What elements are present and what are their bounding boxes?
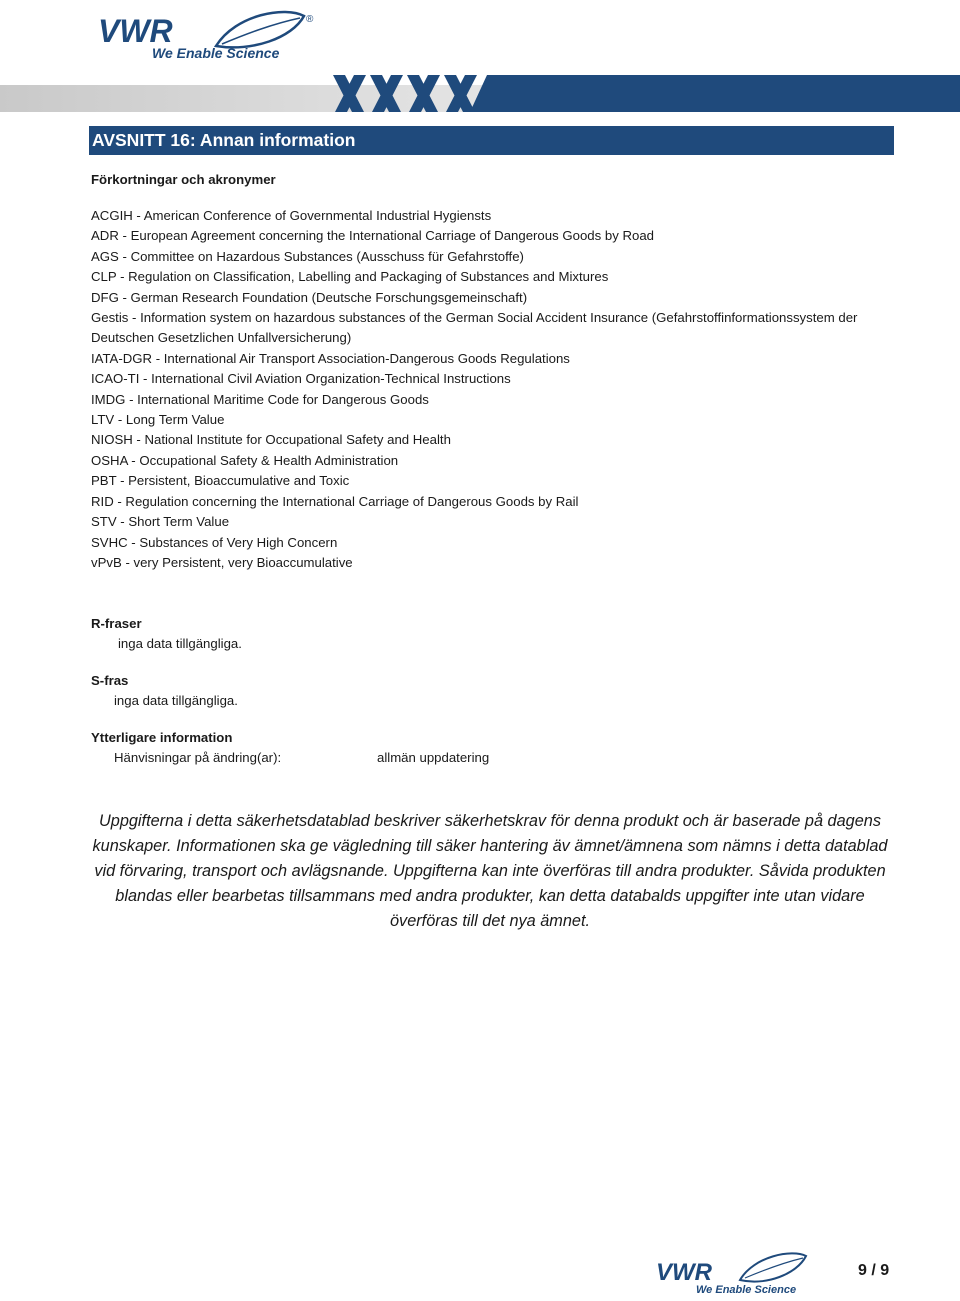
registered-mark: ® <box>306 14 314 25</box>
list-item: ACGIH - American Conference of Governmental Industrial Hygiensts <box>91 208 492 223</box>
list-item: OSHA - Occupational Safety & Health Administration <box>91 452 399 468</box>
list-item: IMDG - International Maritime Code for Dangerous Goods <box>91 391 429 407</box>
list-item: PBT - Persistent, Bioaccumulative and Toxic <box>91 473 350 489</box>
list-item: ADR - European Agreement concerning the International Carriage of Dangerous Goods by Road <box>91 228 654 244</box>
abbreviations-heading: Förkortningar och akronymer <box>91 172 276 187</box>
list-item: IATA-DGR - International Air Transport Association-Dangerous Goods Regulations <box>91 350 570 366</box>
header-band <box>0 75 960 112</box>
list-item: NIOSH - National Institute for Occupational Safety and Health <box>91 432 451 448</box>
logo-text: VWR <box>98 13 173 49</box>
list-item: SVHC - Substances of Very High Concern <box>91 534 338 550</box>
footer-logo-tagline: We Enable Science <box>696 1284 797 1296</box>
footer-logo-text: VWR <box>656 1259 712 1286</box>
r-phrases-heading: R-fraser <box>91 616 142 631</box>
vwr-logo <box>96 8 316 64</box>
disclaimer-text: Uppgifterna i detta säkerhetsdatablad beskriver säkerhetskrav för denna produkt och är baserade på dagens kunskaper. Informationen ska ge vägledning till säker hantering äv ämnet/ämnena som nämns i detta datablad vid förvaring, transport och avlägsnande. Uppgifterna kan inte överföras till andra produkter. Såvida produkten blandas eller bearbetas tillsammans med andra produkter, kan detta databalds uppgifter inte utan vidare överföras till det nya ämnet. <box>92 812 888 930</box>
abbreviations-list <box>91 206 881 573</box>
footer-vwr-logo <box>654 1250 814 1296</box>
s-phrases-heading: S-fras <box>91 673 129 688</box>
list-item: RID - Regulation concerning the International Carriage of Dangerous Goods by Rail <box>91 493 579 509</box>
list-item: vPvB - very Persistent, very Bioaccumulative <box>91 554 353 570</box>
s-phrases-value: inga data tillgängliga. <box>114 693 238 708</box>
list-item: DFG - German Research Foundation (Deutsche Forschungsgemeinschaft) <box>91 289 528 305</box>
list-item: LTV - Long Term Value <box>91 412 225 428</box>
logo-tagline: We Enable Science <box>152 45 280 61</box>
list-item: Gestis - Information system on hazardous substances of the German Social Accident Insurance (Gefahrstoffinformationssystem der Deutschen Gesetzlichen Unfallversicherung) <box>91 310 858 346</box>
revision-label: Hänvisningar på ändring(ar): <box>114 750 282 765</box>
additional-info-heading: Ytterligare information <box>91 730 233 745</box>
revision-value: allmän uppdatering <box>377 750 490 765</box>
list-item: AGS - Committee on Hazardous Substances (Ausschuss für Gefahrstoffe) <box>91 248 524 264</box>
list-item: ICAO-TI - International Civil Aviation Organization-Technical Instructions <box>91 371 511 387</box>
list-item: STV - Short Term Value <box>91 514 230 530</box>
list-item: CLP - Regulation on Classification, Labelling and Packaging of Substances and Mixtures <box>91 269 609 285</box>
page-number: 9 / 9 <box>858 1262 890 1279</box>
r-phrases-value: inga data tillgängliga. <box>118 636 242 651</box>
section-title: AVSNITT 16: Annan information <box>89 126 894 155</box>
